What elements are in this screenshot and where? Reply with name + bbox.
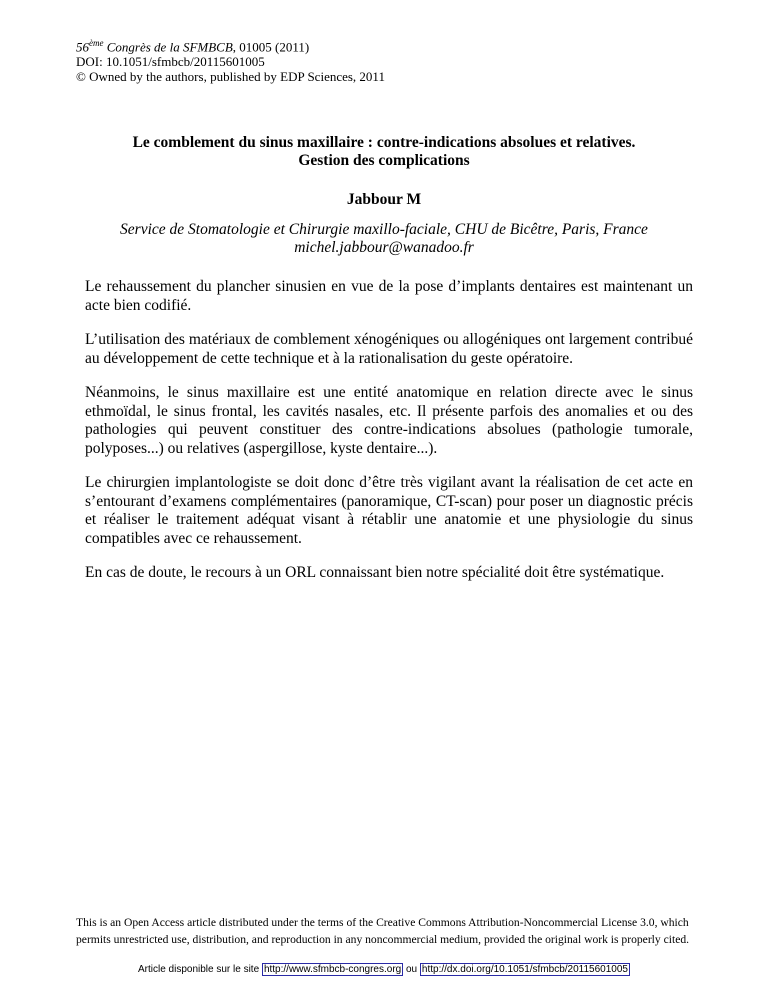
article-body (85, 278, 693, 599)
license-notice: This is an Open Access article distributed under the terms of the Creative Commons Attribution-Noncommercial License 3.0, which permits unrestricted use, distribution, and reproduction in any noncommercial medium, provided the original work is properly cited. (76, 916, 690, 946)
citation-line (76, 36, 385, 54)
journal-name: Congrès de la SFMBCB (103, 39, 233, 55)
link-separator: ou (403, 964, 420, 975)
paragraph-5: En cas de doute, le recours à un ORL connaissant bien notre spécialité doit être systématique. (85, 564, 665, 581)
title-line-1: Le comblement du sinus maxillaire : contre-indications absolues et relatives. (132, 134, 636, 151)
paragraph-3: Néanmoins, le sinus maxillaire est une entité anatomique en relation directe avec le sinus ethmoïdal, le sinus frontal, les cavités nasales, etc. Il présente parfois des anomalies et ou des pathologies qui peuvent constituer des contre-indications absolues (pathologie tumorale, polyposes...) ou relatives (aspergillose, kyste dentaire...). (85, 384, 693, 457)
author-email: michel.jabbour@wanadoo.fr (294, 239, 474, 256)
doi-link[interactable]: http://dx.doi.org/10.1051/sfmbcb/20115601005 (421, 964, 628, 975)
congress-website-link[interactable]: http://www.sfmbcb-congres.org (263, 964, 402, 975)
article-title (0, 134, 768, 170)
copyright-line: © Owned by the authors, published by EDP Sciences, 2011 (76, 69, 385, 85)
availability-prefix: Article disponible sur le site (137, 964, 262, 975)
title-line-2: Gestion des complications (298, 152, 470, 169)
edition-superscript: ème (89, 38, 104, 48)
paragraph-4: Le chirurgien implantologiste se doit donc d’être très vigilant avant la réalisation de cet acte en s’entourant d’examens complémentaires (panoramique, CT-scan) pour poser un diagnostic précis et réaliser le traitement adéquat visant à rétablir une anatomie et une physiologie du sinus compatibles avec ce rehaussement. (85, 474, 693, 547)
paragraph-2: L’utilisation des matériaux de comblement xénogéniques ou allogéniques ont largement contribué au développement de cette technique et à la rationalisation du geste opératoire. (85, 331, 693, 367)
doi-line: DOI: 10.1051/sfmbcb/20115601005 (76, 54, 265, 70)
affiliation-line: Service de Stomatologie et Chirurgie maxillo-faciale, CHU de Bicêtre, Paris, France (120, 221, 648, 238)
running-header (76, 36, 385, 84)
edition-number: 56 (76, 39, 89, 55)
affiliation (0, 221, 768, 257)
paragraph-1: Le rehaussement du plancher sinusien en vue de la pose d’implants dentaires est maintenant un acte bien codifié. (85, 278, 693, 314)
availability-line (0, 964, 768, 975)
author-name: Jabbour M (346, 191, 422, 208)
citation-numbers: , 01005 (2011) (232, 39, 310, 55)
